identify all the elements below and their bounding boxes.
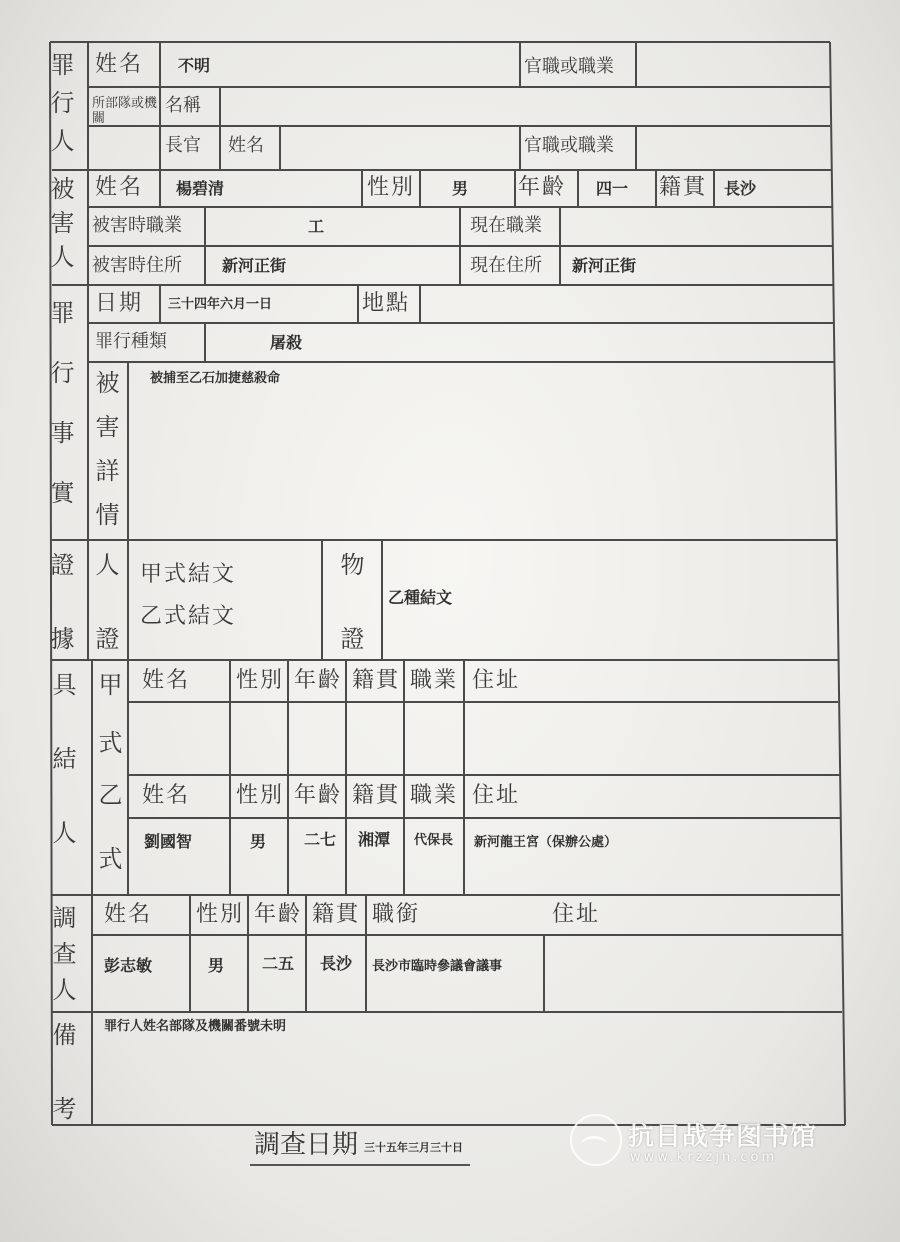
crime-detail-value: 被捕至乙石加捷慈殺命 [150,371,281,386]
victim-address-value: 新河正街 [222,256,287,275]
investigator-header-age: 年齡 [254,902,303,927]
investigator-header-address: 住址 [552,902,601,927]
section-investigator-label: 調查人 [48,905,76,1013]
affidavit-a-header-sex: 性別 [236,668,285,693]
crime-date-value: 三十四年六月一日 [168,297,273,312]
evidence-b-form-label: 乙式結文 [140,604,237,629]
section-evidence-label: 證據 [46,552,74,700]
investigator-header-sex: 性別 [196,902,245,927]
section-perpetrator-label: 罪行人 [46,52,74,166]
watermark-url: www.krzzjn.com [630,1150,778,1165]
evidence-person-label: 人證 [91,552,119,700]
survey-date-underline [250,1164,470,1166]
victim-sex-label: 性別 [367,175,416,200]
investigator-sex: 男 [208,956,225,975]
victim-current-address-label: 現在住所 [470,255,542,276]
perpetrator-chief-office-label: 官職或職業 [524,135,614,156]
crime-type-value: 屠殺 [270,333,303,352]
affidavit-b-header-sex: 性別 [236,783,285,808]
victim-name-label: 姓名 [95,175,144,200]
affidavit-b-address: 新河龍王宮（保辦公處） [474,835,618,850]
survey-date-label: 調查日期 [254,1130,359,1160]
victim-current-job-label: 現在職業 [470,215,542,236]
investigator-title: 長沙市臨時參議會議事 [372,959,503,974]
affidavit-a-header-name: 姓名 [142,668,191,693]
crime-detail-label: 被害詳情 [91,370,119,546]
affidavit-b-sex: 男 [250,832,267,851]
investigator-age: 二五 [262,954,295,973]
perpetrator-unit-label: 所部隊或機關 [92,96,158,126]
affidavit-b-header-name: 姓名 [142,783,191,808]
survey-date-value: 三十五年三月三十日 [364,1141,463,1154]
investigator-header-title: 職銜 [372,902,421,927]
affidavit-b-header-age: 年齡 [294,783,343,808]
remarks-value: 罪行人姓名部隊及機關番號未明 [104,1019,287,1034]
evidence-a-form-label: 甲式結文 [140,562,237,587]
library-logo-icon [570,1114,622,1166]
victim-current-address-value: 新河正街 [572,256,637,275]
investigator-header-native: 籍貫 [312,902,361,927]
watermark [570,1110,890,1180]
perpetrator-chief-label: 長官 [165,135,201,156]
victim-age-label: 年齡 [518,175,567,200]
watermark-name: 抗日战争图书馆 [628,1122,818,1152]
victim-age-value: 四一 [596,179,629,198]
investigator-native: 長沙 [320,954,353,973]
perpetrator-office-label: 官職或職業 [524,56,614,77]
section-remarks-label: 備考 [48,1022,76,1170]
affidavit-b-native: 湘潭 [358,830,391,849]
victim-job-value: 工 [308,217,325,236]
crime-place-label: 地點 [362,291,411,316]
affidavit-a-header-address: 住址 [472,668,521,693]
perpetrator-name-label: 姓名 [95,52,144,77]
victim-native-value: 長沙 [724,179,757,198]
evidence-object-value: 乙種結文 [388,588,453,607]
affidavit-b-header-address: 住址 [472,783,521,808]
victim-address-label: 被害時住所 [92,255,182,276]
affidavit-a-header-job: 職業 [410,668,459,693]
affidavit-a-header-native: 籍貫 [352,668,401,693]
crime-date-label: 日期 [95,291,144,316]
perpetrator-name-value: 不明 [178,56,211,75]
victim-sex-value: 男 [452,179,469,198]
investigator-name: 彭志敏 [104,956,153,975]
perpetrator-chief-name-label: 姓名 [228,135,264,156]
section-crime-label: 罪行事實 [46,300,74,540]
affidavit-b-name: 劉國智 [144,832,193,851]
affidavit-a-header-age: 年齡 [294,668,343,693]
evidence-object-label: 物證 [336,552,364,700]
victim-native-label: 籍貫 [659,175,708,200]
investigator-header-name: 姓名 [104,902,153,927]
affidavit-a-form-label: 甲式 [94,672,122,788]
victim-name-value: 楊碧清 [176,179,225,198]
affidavit-b-form-label: 乙式 [94,782,122,910]
victim-job-label: 被害時職業 [92,215,182,236]
crime-type-label: 罪行種類 [95,331,167,352]
section-victim-label: 被害人 [46,176,74,278]
affidavit-b-age: 二七 [304,830,337,849]
affidavit-b-job: 代保長 [414,833,454,848]
perpetrator-designation-label: 名稱 [165,95,201,116]
affidavit-b-header-job: 職業 [410,783,459,808]
section-affidavit-label: 具結人 [48,672,76,894]
affidavit-b-header-native: 籍貫 [352,783,401,808]
